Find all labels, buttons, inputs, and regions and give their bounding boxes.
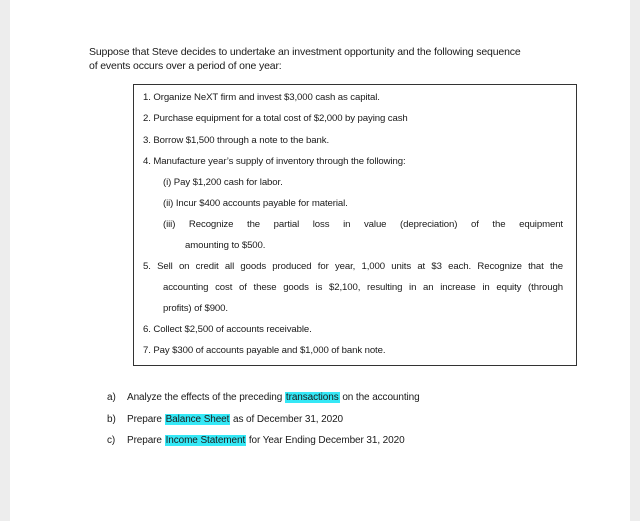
event-5-line-3: profits) of $900. xyxy=(163,303,228,314)
question-c-highlight: Income Statement xyxy=(165,435,246,446)
intro-line-1: Suppose that Steve decides to undertake an investment opportunity and the following sequence xyxy=(89,46,521,58)
intro-line-2: of events occurs over a period of one year: xyxy=(89,60,282,72)
event-2: 2. Purchase equipment for a total cost of $2,000 by paying cash xyxy=(143,113,408,124)
question-c xyxy=(127,434,405,447)
intro-paragraph xyxy=(89,45,589,73)
events-box xyxy=(133,84,577,366)
question-b-highlight: Balance Sheet xyxy=(165,414,230,425)
question-a-pre: Analyze the effects of the preceding xyxy=(127,392,283,403)
document-page xyxy=(10,0,630,521)
question-a-marker: a) xyxy=(107,392,116,403)
event-6: 6. Collect $2,500 of accounts receivable. xyxy=(143,324,312,335)
event-7: 7. Pay $300 of accounts payable and $1,000 of bank note. xyxy=(143,345,386,356)
question-b-pre: Prepare xyxy=(127,414,162,425)
event-5-line-2: accounting cost of these goods is $2,100, resulting in an increase in equity (through xyxy=(163,282,563,293)
event-4-iii-line-2: amounting to $500. xyxy=(185,240,266,251)
event-3: 3. Borrow $1,500 through a note to the bank. xyxy=(143,135,330,146)
question-b-post: as of December 31, 2020 xyxy=(233,414,344,425)
event-4-i: (i) Pay $1,200 cash for labor. xyxy=(163,177,283,188)
event-5-line-1: 5. Sell on credit all goods produced for year, 1,000 units at $3 each. Recognize that the xyxy=(143,261,563,272)
question-b-marker: b) xyxy=(107,414,116,425)
question-b xyxy=(127,413,343,426)
event-4-ii: (ii) Incur $400 accounts payable for material. xyxy=(163,198,348,209)
question-c-pre: Prepare xyxy=(127,435,162,446)
question-a xyxy=(127,391,420,404)
question-a-highlight: transactions xyxy=(285,392,339,403)
event-4-iii-line-1: (iii) Recognize the partial loss in value (depreciation) of the equipment xyxy=(163,219,563,230)
event-1: 1. Organize NeXT firm and invest $3,000 cash as capital. xyxy=(143,92,380,103)
question-a-post: on the accounting xyxy=(342,392,420,403)
event-4: 4. Manufacture year’s supply of inventory through the following: xyxy=(143,156,406,167)
question-c-post: for Year Ending December 31, 2020 xyxy=(248,435,405,446)
question-c-marker: c) xyxy=(107,435,116,446)
